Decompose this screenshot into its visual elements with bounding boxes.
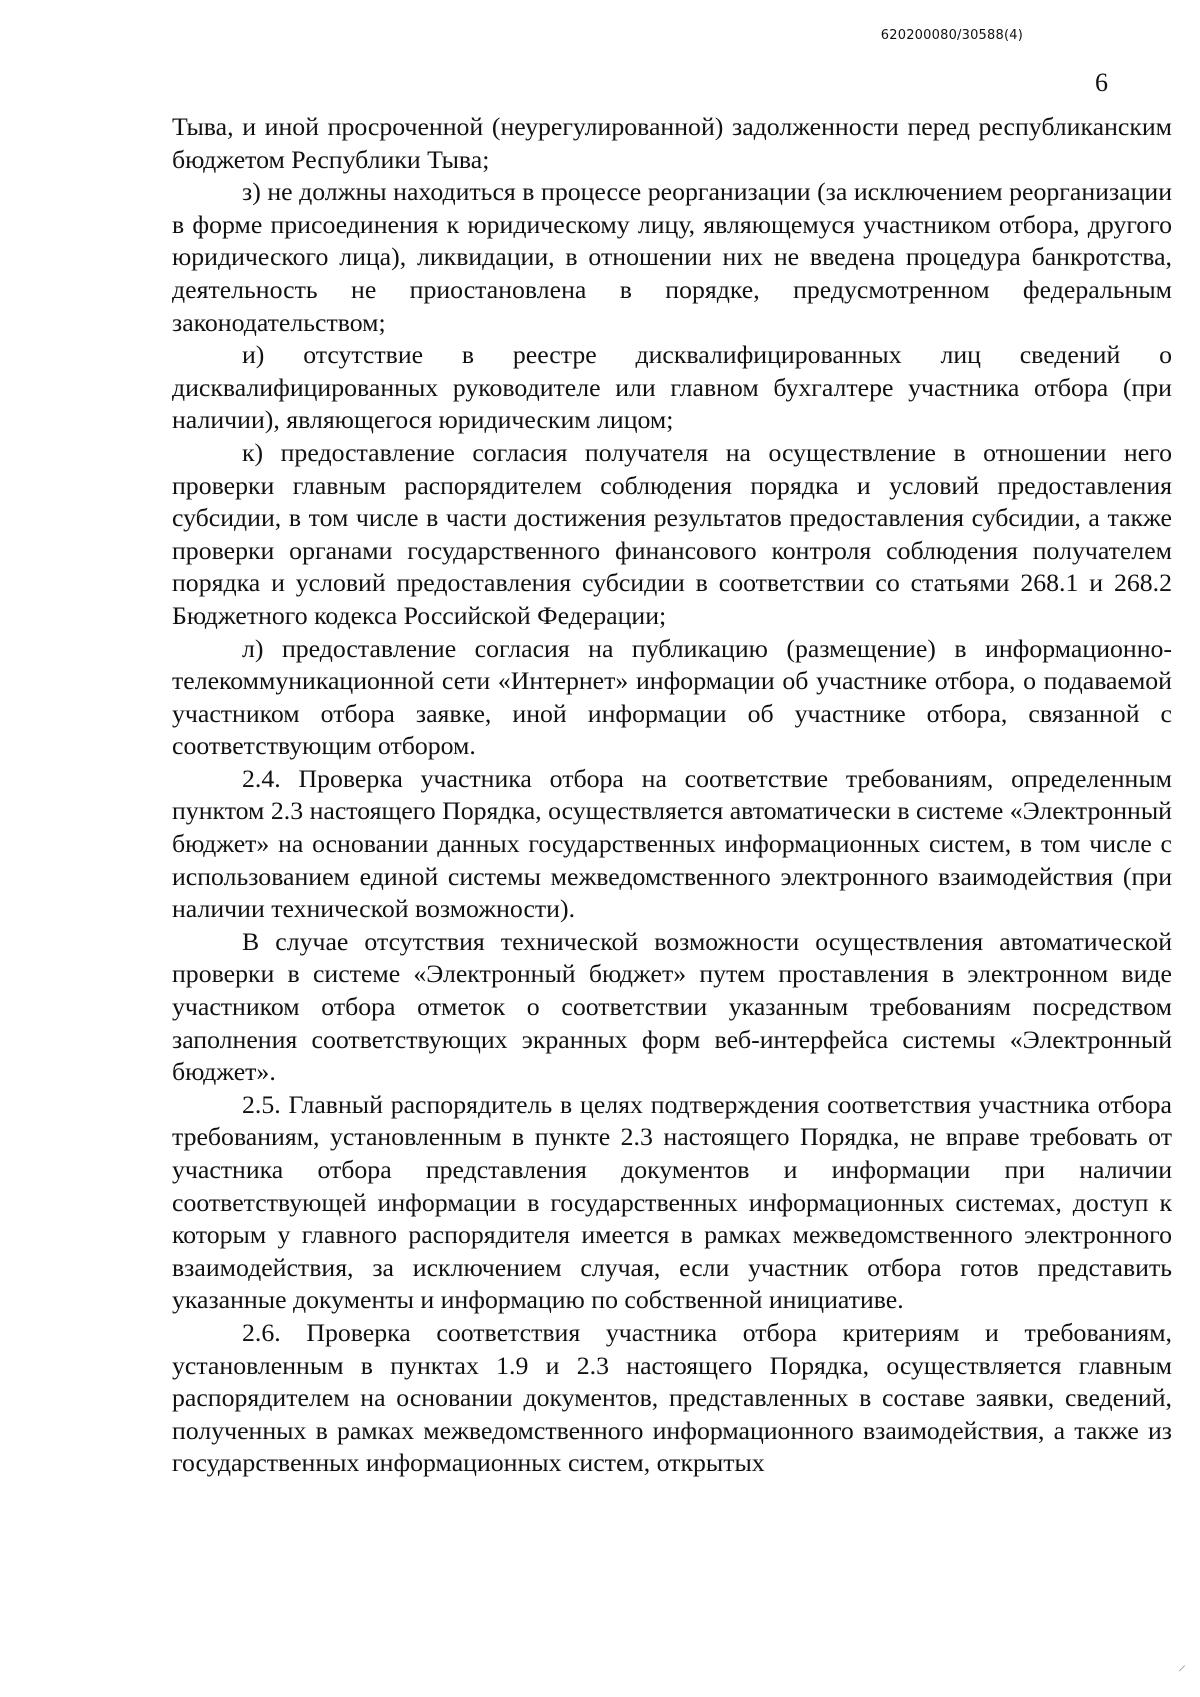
page-number: 6 bbox=[1095, 68, 1108, 97]
document-body bbox=[172, 111, 1172, 1480]
paragraph-2-4: 2.4. Проверка участника отбора на соответствие требованиям, определенным пунктом 2.3 настоящего Порядка, осуществляется автоматически в системе «Электронный бюджет» на основании данных государственных информационных систем, в том числе с использованием единой системы межведомственного электронного взаимодействия (при наличии технической возможности). bbox=[172, 763, 1172, 924]
scan-mark-icon: ⸝ bbox=[1177, 1655, 1186, 1674]
paragraph-continuation: Тыва, и иной просроченной (неурегулированной) задолженности перед республиканским бюджетом Республики Тыва; bbox=[172, 112, 1172, 174]
document-id: 620200080/30588(4) bbox=[880, 28, 1023, 43]
paragraph-item-k: к) предоставление согласия получателя на осуществление в отношении него проверки главным распорядителем соблюдения порядка и условий предоставления субсидии, в том числе в части достижения результатов предоставления субсидии, а также проверки органами государственного финансового контроля соблюдения получателем порядка и условий предоставления субсидии в соответствии со статьями 268.1 и 268.2 Бюджетного кодекса Российской Федерации; bbox=[172, 437, 1172, 630]
paragraph-2-5: 2.5. Главный распорядитель в целях подтверждения соответствия участника отбора требованиям, установленным в пункте 2.3 настоящего Порядка, не вправе требовать от участника отбора представления документов и информации при наличии соответствующей информации в государственных информационных системах, доступ к которым у главного распорядителя имеется в рамках межведомственного электронного взаимодействия, за исключением случая, если участник отбора готов представить указанные документы и информацию по собственной инициативе. bbox=[172, 1089, 1172, 1315]
paragraph-2-6: 2.6. Проверка соответствия участника отбора критериям и требованиям, установленным в пунктах 1.9 и 2.3 настоящего Порядка, осуществляется главным распорядителем на основании документов, представленных в составе заявки, сведений, полученных в рамках межведомственного информационного взаимодействия, а также из государственных информационных систем, открытых bbox=[172, 1317, 1172, 1478]
paragraph-item-z: з) не должны находиться в процессе реорганизации (за исключением реорганизации в форме присоединения к юридическому лицу, являющемуся участником отбора, другого юридического лица), ликвидации, в отношении них не введена процедура банкротства, деятельность не приостановлена в порядке, предусмотренном федеральным законодательством; bbox=[172, 177, 1172, 337]
paragraph-item-i: и) отсутствие в реестре дисквалифицированных лиц сведений о дисквалифицированных руководителе или главном бухгалтере участника отбора (при наличии), являющегося юридическим лицом; bbox=[172, 340, 1172, 435]
paragraph-2-4-continued: В случае отсутствия технической возможности осуществления автоматической проверки в системе «Электронный бюджет» путем проставления в электронном виде участником отбора отметок о соответствии указанным требованиям посредством заполнения соответствующих экранных форм веб-интерфейса системы «Электронный бюджет». bbox=[172, 926, 1172, 1087]
paragraph-item-l: л) предоставление согласия на публикацию (размещение) в информационно-телекоммуникационной сети «Интернет» информации об участнике отбора, о подаваемой участником отбора заявке, иной информации об участнике отбора, связанной с соответствующим отбором. bbox=[172, 633, 1172, 761]
